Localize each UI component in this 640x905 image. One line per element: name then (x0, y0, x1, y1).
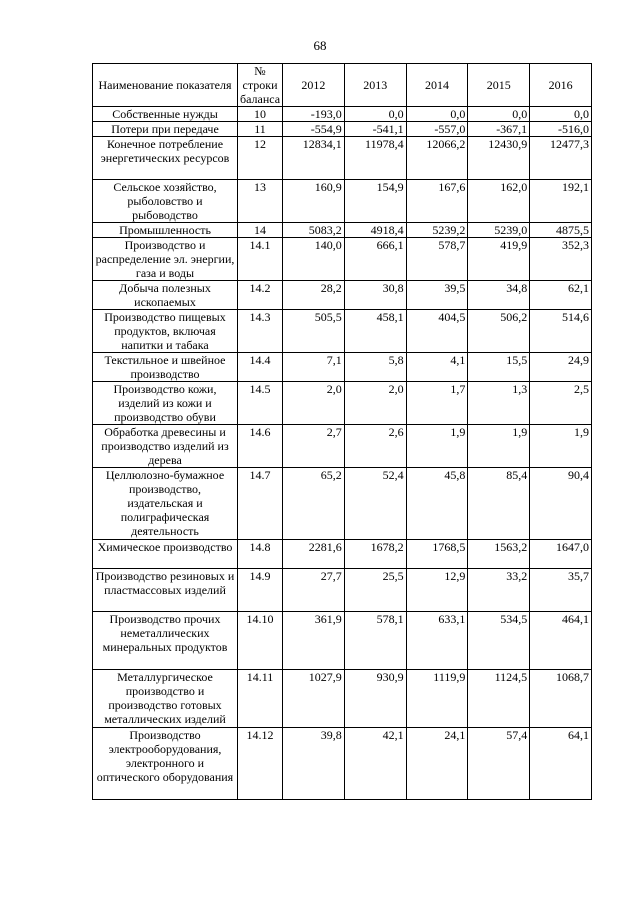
value-cell: 352,3 (530, 238, 592, 281)
value-cell: 27,7 (283, 569, 345, 612)
value-cell: 12066,2 (406, 137, 468, 180)
indicator-name-cell: Производство прочих неметаллических минеральных продуктов (93, 612, 238, 670)
value-cell: 12,9 (406, 569, 468, 612)
value-cell: 666,1 (344, 238, 406, 281)
table-body (93, 107, 592, 800)
table-row (93, 382, 592, 425)
value-cell: 24,9 (530, 353, 592, 382)
value-cell: 633,1 (406, 612, 468, 670)
energy-balance-table (92, 63, 592, 800)
row-number-cell: 14.1 (238, 238, 283, 281)
value-cell: 65,2 (283, 468, 345, 540)
row-number-cell: 14.2 (238, 281, 283, 310)
value-cell: 0,0 (344, 107, 406, 122)
value-cell: 361,9 (283, 612, 345, 670)
indicator-name-cell: Производство и распределение эл. энергии, газа и воды (93, 238, 238, 281)
value-cell: 90,4 (530, 468, 592, 540)
indicator-name-cell: Производство электрооборудования, электронного и оптического оборудования (93, 728, 238, 800)
value-cell: 154,9 (344, 180, 406, 223)
row-number-cell: 14.5 (238, 382, 283, 425)
value-cell: 140,0 (283, 238, 345, 281)
value-cell: 0,0 (406, 107, 468, 122)
value-cell: 5239,2 (406, 223, 468, 238)
table-row (93, 223, 592, 238)
value-cell: 25,5 (344, 569, 406, 612)
indicator-name-cell: Конечное потребление энергетических ресурсов (93, 137, 238, 180)
table-row (93, 468, 592, 540)
value-cell: 45,8 (406, 468, 468, 540)
row-number-cell: 14.8 (238, 540, 283, 569)
value-cell: 464,1 (530, 612, 592, 670)
row-number-cell: 11 (238, 122, 283, 137)
value-cell: 1124,5 (468, 670, 530, 728)
row-number-cell: 13 (238, 180, 283, 223)
indicator-name-cell: Производство пищевых продуктов, включая напитки и табака (93, 310, 238, 353)
value-cell: 39,5 (406, 281, 468, 310)
value-cell: 28,2 (283, 281, 345, 310)
value-cell: 1068,7 (530, 670, 592, 728)
header-year: 2016 (530, 64, 592, 107)
value-cell: 7,1 (283, 353, 345, 382)
value-cell: 506,2 (468, 310, 530, 353)
row-number-cell: 14.11 (238, 670, 283, 728)
value-cell: 5083,2 (283, 223, 345, 238)
value-cell: 1,9 (406, 425, 468, 468)
value-cell: 2,6 (344, 425, 406, 468)
table-row (93, 540, 592, 569)
value-cell: 85,4 (468, 468, 530, 540)
header-year: 2014 (406, 64, 468, 107)
value-cell: 64,1 (530, 728, 592, 800)
value-cell: 4918,4 (344, 223, 406, 238)
value-cell: 2,0 (344, 382, 406, 425)
table-row (93, 612, 592, 670)
value-cell: 1768,5 (406, 540, 468, 569)
indicator-name-cell: Целлюлозно-бумажное производство, издательская и полиграфическая деятельность (93, 468, 238, 540)
value-cell: 52,4 (344, 468, 406, 540)
value-cell: 578,7 (406, 238, 468, 281)
header-year: 2015 (468, 64, 530, 107)
row-number-cell: 14.4 (238, 353, 283, 382)
value-cell: 2,7 (283, 425, 345, 468)
value-cell: 1563,2 (468, 540, 530, 569)
table-row (93, 728, 592, 800)
row-number-cell: 12 (238, 137, 283, 180)
header-year: 2012 (283, 64, 345, 107)
value-cell: 39,8 (283, 728, 345, 800)
value-cell: 57,4 (468, 728, 530, 800)
table-row (93, 107, 592, 122)
table-row (93, 425, 592, 468)
row-number-cell: 14.6 (238, 425, 283, 468)
indicator-name-cell: Производство резиновых и пластмассовых изделий (93, 569, 238, 612)
row-number-cell: 10 (238, 107, 283, 122)
value-cell: 35,7 (530, 569, 592, 612)
value-cell: 534,5 (468, 612, 530, 670)
value-cell: 1,7 (406, 382, 468, 425)
value-cell: 1,9 (468, 425, 530, 468)
value-cell: 578,1 (344, 612, 406, 670)
value-cell: 24,1 (406, 728, 468, 800)
row-number-cell: 14 (238, 223, 283, 238)
value-cell: 419,9 (468, 238, 530, 281)
table-row (93, 310, 592, 353)
value-cell: 192,1 (530, 180, 592, 223)
header-indicator-name: Наименование показателя (93, 64, 238, 107)
header-row-number: № строки баланса (238, 64, 283, 107)
table-row (93, 180, 592, 223)
value-cell: 0,0 (468, 107, 530, 122)
row-number-cell: 14.10 (238, 612, 283, 670)
value-cell: 1,3 (468, 382, 530, 425)
value-cell: 12834,1 (283, 137, 345, 180)
value-cell: 1678,2 (344, 540, 406, 569)
row-number-cell: 14.12 (238, 728, 283, 800)
value-cell: -193,0 (283, 107, 345, 122)
value-cell: 2,0 (283, 382, 345, 425)
row-number-cell: 14.9 (238, 569, 283, 612)
value-cell: 505,5 (283, 310, 345, 353)
value-cell: 458,1 (344, 310, 406, 353)
value-cell: 5239,0 (468, 223, 530, 238)
value-cell: 167,6 (406, 180, 468, 223)
value-cell: 62,1 (530, 281, 592, 310)
value-cell: 930,9 (344, 670, 406, 728)
value-cell: 0,0 (530, 107, 592, 122)
value-cell: 42,1 (344, 728, 406, 800)
value-cell: -367,1 (468, 122, 530, 137)
value-cell: 1647,0 (530, 540, 592, 569)
value-cell: 404,5 (406, 310, 468, 353)
indicator-name-cell: Металлургическое производство и производство готовых металлических изделий (93, 670, 238, 728)
value-cell: 34,8 (468, 281, 530, 310)
value-cell: -557,0 (406, 122, 468, 137)
value-cell: -541,1 (344, 122, 406, 137)
row-number-cell: 14.3 (238, 310, 283, 353)
value-cell: 30,8 (344, 281, 406, 310)
table-row (93, 137, 592, 180)
value-cell: 2,5 (530, 382, 592, 425)
indicator-name-cell: Химическое производство (93, 540, 238, 569)
table-row (93, 353, 592, 382)
header-year: 2013 (344, 64, 406, 107)
table-row (93, 122, 592, 137)
indicator-name-cell: Потери при передаче (93, 122, 238, 137)
table-row (93, 670, 592, 728)
indicator-name-cell: Промышленность (93, 223, 238, 238)
table-row (93, 238, 592, 281)
indicator-name-cell: Производство кожи, изделий из кожи и производство обуви (93, 382, 238, 425)
value-cell: 2281,6 (283, 540, 345, 569)
indicator-name-cell: Обработка древесины и производство изделий из дерева (93, 425, 238, 468)
table-row (93, 569, 592, 612)
value-cell: 4875,5 (530, 223, 592, 238)
value-cell: 162,0 (468, 180, 530, 223)
page-number: 68 (313, 38, 327, 53)
value-cell: 5,8 (344, 353, 406, 382)
table-header-row (93, 64, 592, 107)
indicator-name-cell: Добыча полезных ископаемых (93, 281, 238, 310)
value-cell: 11978,4 (344, 137, 406, 180)
value-cell: 160,9 (283, 180, 345, 223)
value-cell: -554,9 (283, 122, 345, 137)
value-cell: 1,9 (530, 425, 592, 468)
value-cell: -516,0 (530, 122, 592, 137)
value-cell: 12477,3 (530, 137, 592, 180)
value-cell: 33,2 (468, 569, 530, 612)
value-cell: 4,1 (406, 353, 468, 382)
value-cell: 1027,9 (283, 670, 345, 728)
value-cell: 514,6 (530, 310, 592, 353)
indicator-name-cell: Сельское хозяйство, рыболовство и рыбоводство (93, 180, 238, 223)
indicator-name-cell: Текстильное и швейное производство (93, 353, 238, 382)
indicator-name-cell: Собственные нужды (93, 107, 238, 122)
value-cell: 1119,9 (406, 670, 468, 728)
value-cell: 15,5 (468, 353, 530, 382)
value-cell: 12430,9 (468, 137, 530, 180)
row-number-cell: 14.7 (238, 468, 283, 540)
table-row (93, 281, 592, 310)
